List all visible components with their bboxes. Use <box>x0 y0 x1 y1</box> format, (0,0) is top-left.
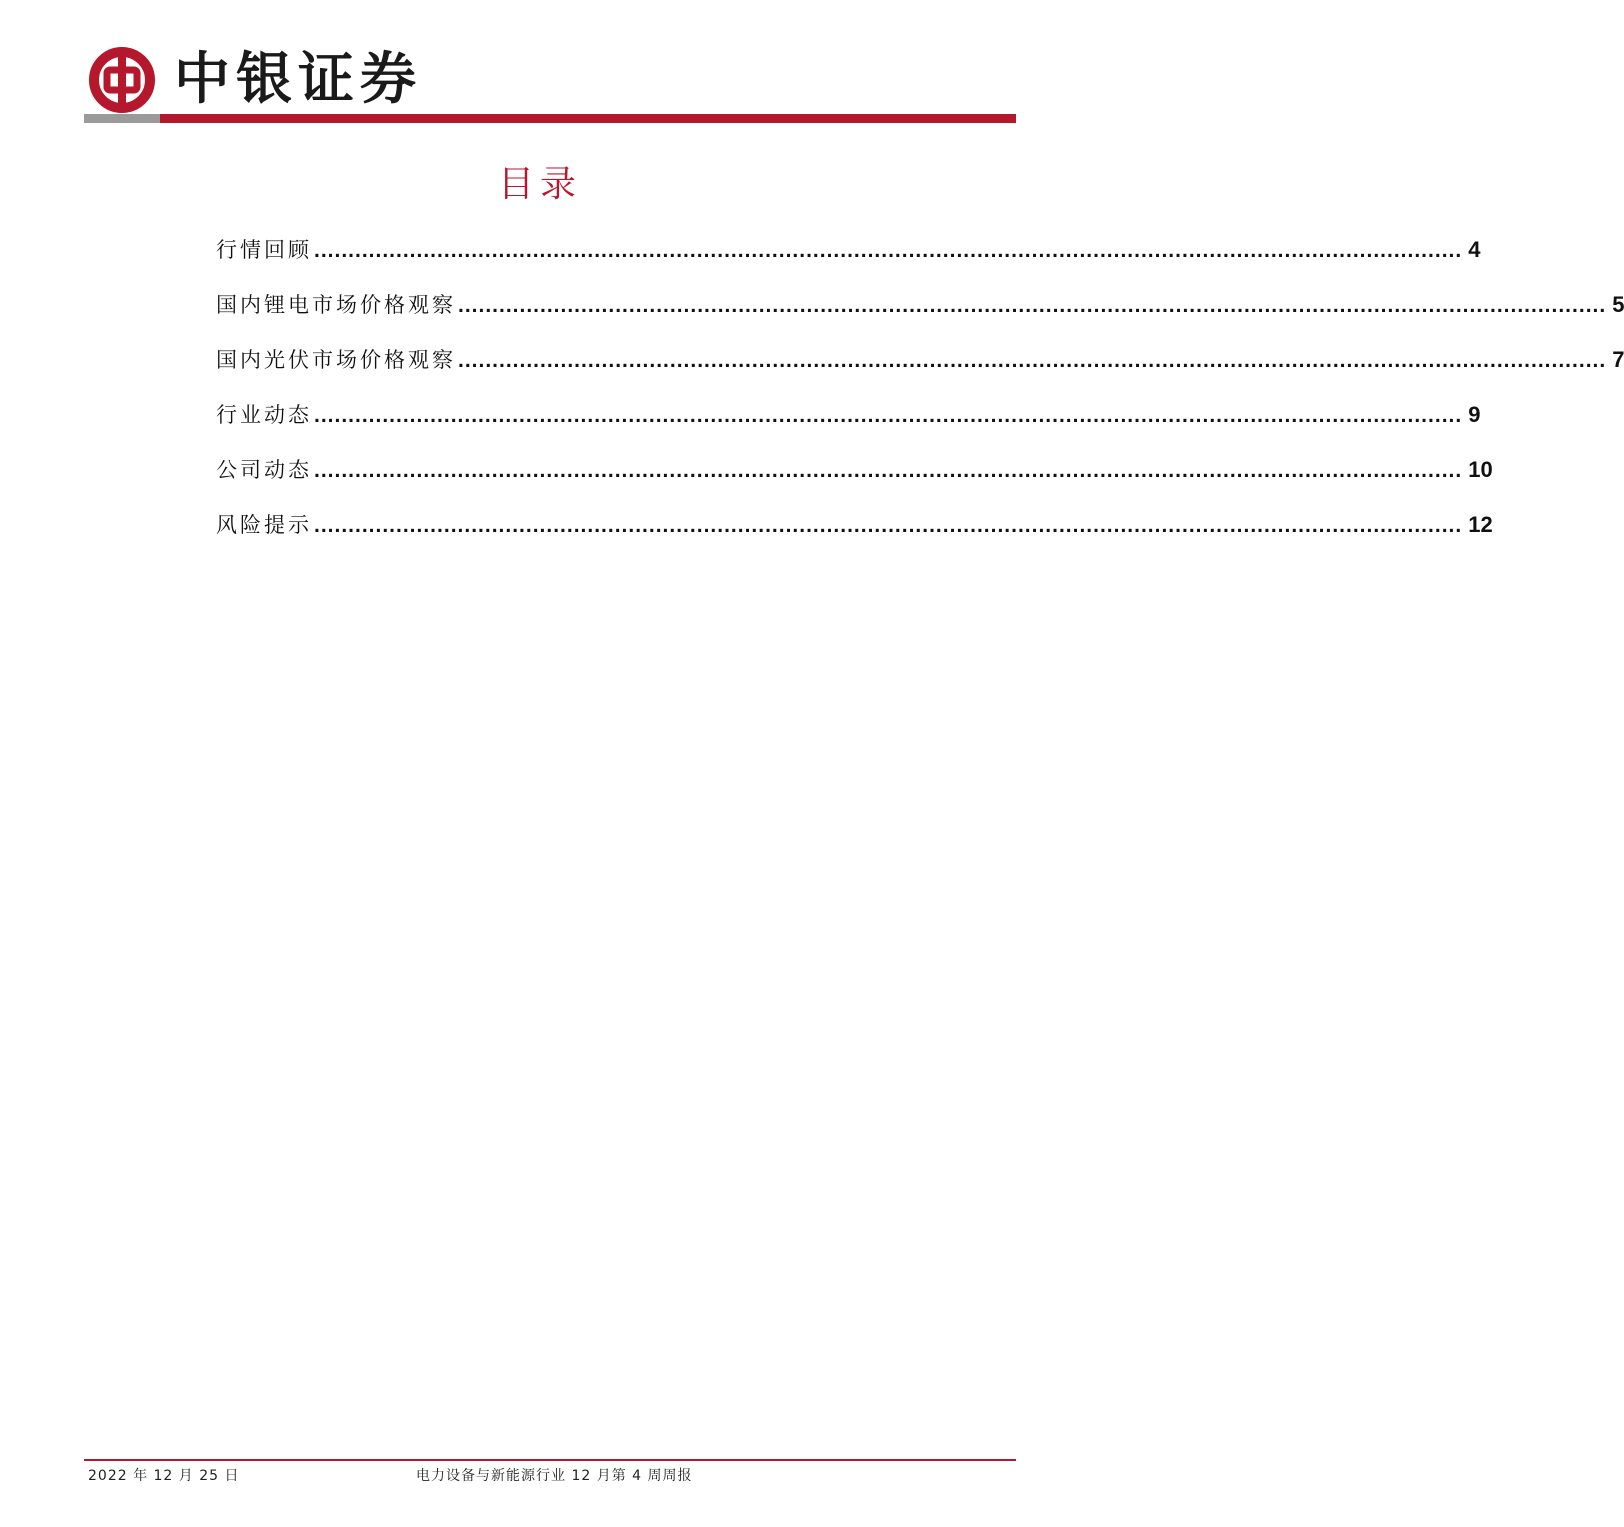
table-of-contents <box>216 234 1624 564</box>
toc-entry-page: 9 <box>1468 402 1481 427</box>
toc-entry-label: 行业动态 <box>216 403 312 427</box>
toc-entry[interactable] <box>216 509 1493 564</box>
toc-title: 目录 <box>497 164 582 205</box>
toc-leader-dots: ........................................................................................................................................................................ <box>458 349 1607 372</box>
footer-report-title: 电力设备与新能源行业 12 月第 4 周周报 <box>416 1468 693 1484</box>
toc-entry-label: 行情回顾 <box>216 238 312 262</box>
toc-entry[interactable] <box>216 454 1493 509</box>
company-name: 中银证券 <box>174 46 422 112</box>
header-rule-gray <box>84 114 160 123</box>
footer-date: 2022 年 12 月 25 日 <box>88 1468 240 1484</box>
toc-entry[interactable] <box>216 234 1481 289</box>
bank-of-china-logo-icon <box>88 46 156 114</box>
toc-entry-page: 10 <box>1468 457 1493 482</box>
footer-rule <box>84 1459 1016 1461</box>
header-rule-red <box>160 114 1016 123</box>
toc-leader-dots: ........................................................................................................................................................................ <box>314 239 1463 262</box>
toc-entry[interactable] <box>216 289 1624 344</box>
toc-entry-page: 4 <box>1468 237 1481 262</box>
toc-entry-page: 7 <box>1612 347 1624 372</box>
toc-leader-dots: ........................................................................................................................................................................ <box>314 514 1463 537</box>
toc-leader-dots: ........................................................................................................................................................................ <box>458 294 1607 317</box>
toc-entry-label: 公司动态 <box>216 458 312 482</box>
toc-entry-label: 国内锂电市场价格观察 <box>216 293 456 317</box>
toc-entry-label: 国内光伏市场价格观察 <box>216 348 456 372</box>
toc-entry[interactable] <box>216 399 1481 454</box>
toc-leader-dots: ........................................................................................................................................................................ <box>314 404 1463 427</box>
toc-entry[interactable] <box>216 344 1624 399</box>
toc-leader-dots: ........................................................................................................................................................................ <box>314 459 1463 482</box>
toc-entry-label: 风险提示 <box>216 513 312 537</box>
toc-entry-page: 12 <box>1468 512 1493 537</box>
toc-entry-page: 5 <box>1612 292 1624 317</box>
